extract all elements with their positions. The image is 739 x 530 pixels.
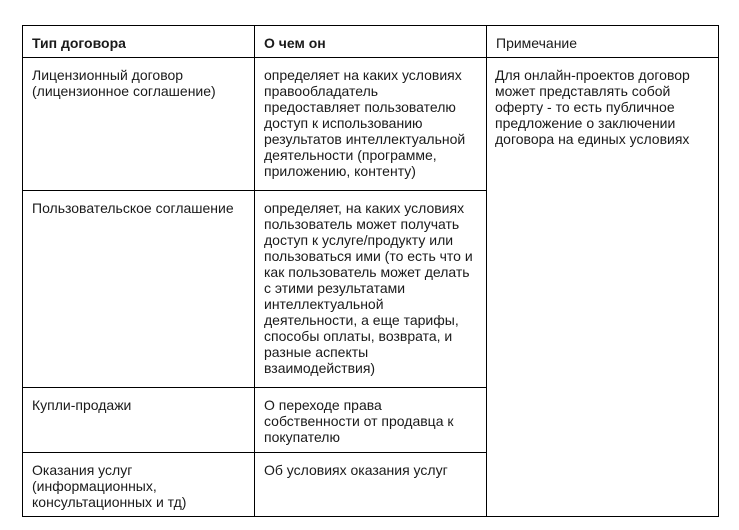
- note-cell: Для онлайн-проектов договор может представлять собой оферту - то есть публичное предложение о заключении договора на единых условиях: [487, 58, 719, 517]
- contract-types-table: [22, 25, 719, 517]
- table-header-row: [23, 26, 719, 58]
- header-note: Примечание: [487, 26, 719, 58]
- row-2-type: Пользовательское соглашение: [23, 191, 255, 388]
- table-row: [23, 58, 719, 191]
- row-3-type: Купли-продажи: [23, 388, 255, 453]
- row-1-type: Лицензионный договор (лицензионное соглашение): [23, 58, 255, 191]
- row-1-about: определяет на каких условиях правообладатель предоставляет пользователю доступ к использованию результатов интеллектуальной деятельности (программе, приложению, контенту): [255, 58, 487, 191]
- row-4-about: Об условиях оказания услуг: [255, 453, 487, 517]
- row-2-about: определяет, на каких условиях пользователь может получать доступ к услуге/продукту или пользоваться ими (то есть что и как пользователь может делать с этими результатами интеллектуальной деятельности, а еще тарифы, способы оплаты, возврата, и разные аспекты взаимодействия): [255, 191, 487, 388]
- row-4-type: Оказания услуг (информационных, консультационных и тд): [23, 453, 255, 517]
- header-contract-type: Тип договора: [23, 26, 255, 58]
- row-3-about: О переходе права собственности от продавца к покупателю: [255, 388, 487, 453]
- header-about: О чем он: [255, 26, 487, 58]
